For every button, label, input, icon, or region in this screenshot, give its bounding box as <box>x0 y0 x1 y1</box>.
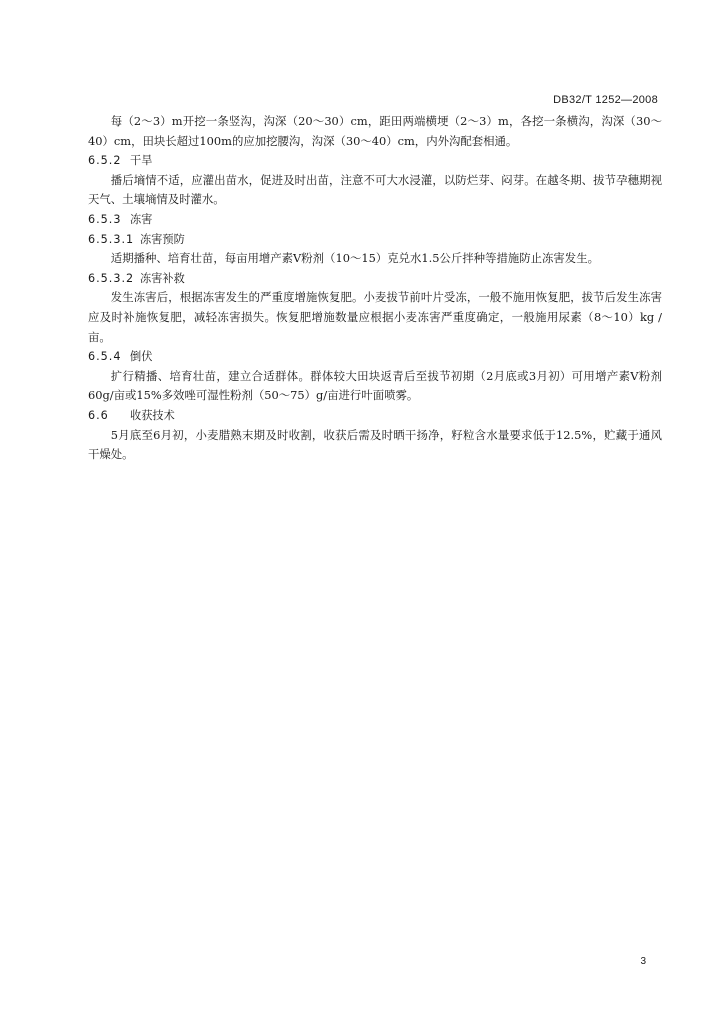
section-title: 冻害 <box>130 212 153 226</box>
body-content <box>88 112 662 465</box>
page-number: 3 <box>640 956 646 967</box>
section-heading-harvest <box>88 406 662 426</box>
section-title: 倒伏 <box>130 350 153 364</box>
paragraph-harvest: 5月底至6月初，小麦腊熟末期及时收割，收获后需及时晒干扬净，籽粒含水量要求低于12.5%，贮藏于通风干燥处。 <box>88 427 662 462</box>
section-number: 6.5.2 <box>88 154 122 168</box>
section-title: 冻害补救 <box>140 271 185 285</box>
section-number: 6.6 <box>88 408 109 422</box>
section-title: 收获技术 <box>130 408 175 422</box>
section-heading-lodging <box>88 347 662 367</box>
section-number: 6.5.3 <box>88 212 122 226</box>
paragraph-frost-remedy: 发生冻害后，根据冻害发生的严重度增施恢复肥。小麦拔节前叶片受冻，一般不施用恢复肥，拔节后发生冻害应及时补施恢复肥，减轻冻害损失。恢复肥增施数量应根据小麦冻害严重度确定，一般施用尿素（8～10）kg / 亩。 <box>88 290 662 344</box>
standard-code: DB32/T 1252—2008 <box>553 94 658 106</box>
paragraph-drought: 播后墒情不适，应灌出苗水，促进及时出苗，注意不可大水浸灌，以防烂芽、闷芽。在越冬期、拔节孕穗期视天气、土壤墒情及时灌水。 <box>88 172 662 207</box>
section-heading-frost-remedy <box>88 269 662 289</box>
section-heading-drought <box>88 151 662 171</box>
section-number: 6.5.4 <box>88 350 122 364</box>
paragraph-drainage: 每（2～3）m开挖一条竖沟，沟深（20～30）cm，距田两端横埂（2～3）m，各挖一条横沟，沟深（30～40）cm，田块长超过100m的应加挖腰沟，沟深（30～40）cm，内外沟配套相通。 <box>88 114 662 148</box>
section-heading-frost <box>88 210 662 230</box>
section-title: 干旱 <box>130 154 153 168</box>
paragraph-lodging: 扩行精播、培育壮苗，建立合适群体。群体较大田块返青后至拔节初期（2月底或3月初）可用增产素V粉剂60g/亩或15%多效唑可湿性粉剂（50～75）g/亩进行叶面喷雾。 <box>88 368 662 403</box>
section-title: 冻害预防 <box>140 232 185 246</box>
section-heading-frost-prevention <box>88 230 662 250</box>
section-number: 6.5.3.1 <box>88 232 135 246</box>
section-number: 6.5.3.2 <box>88 271 135 285</box>
paragraph-frost-prevention: 适期播种、培育壮苗，每亩用增产素V粉剂（10～15）克兑水1.5公斤拌种等措施防止冻害发生。 <box>110 251 599 266</box>
